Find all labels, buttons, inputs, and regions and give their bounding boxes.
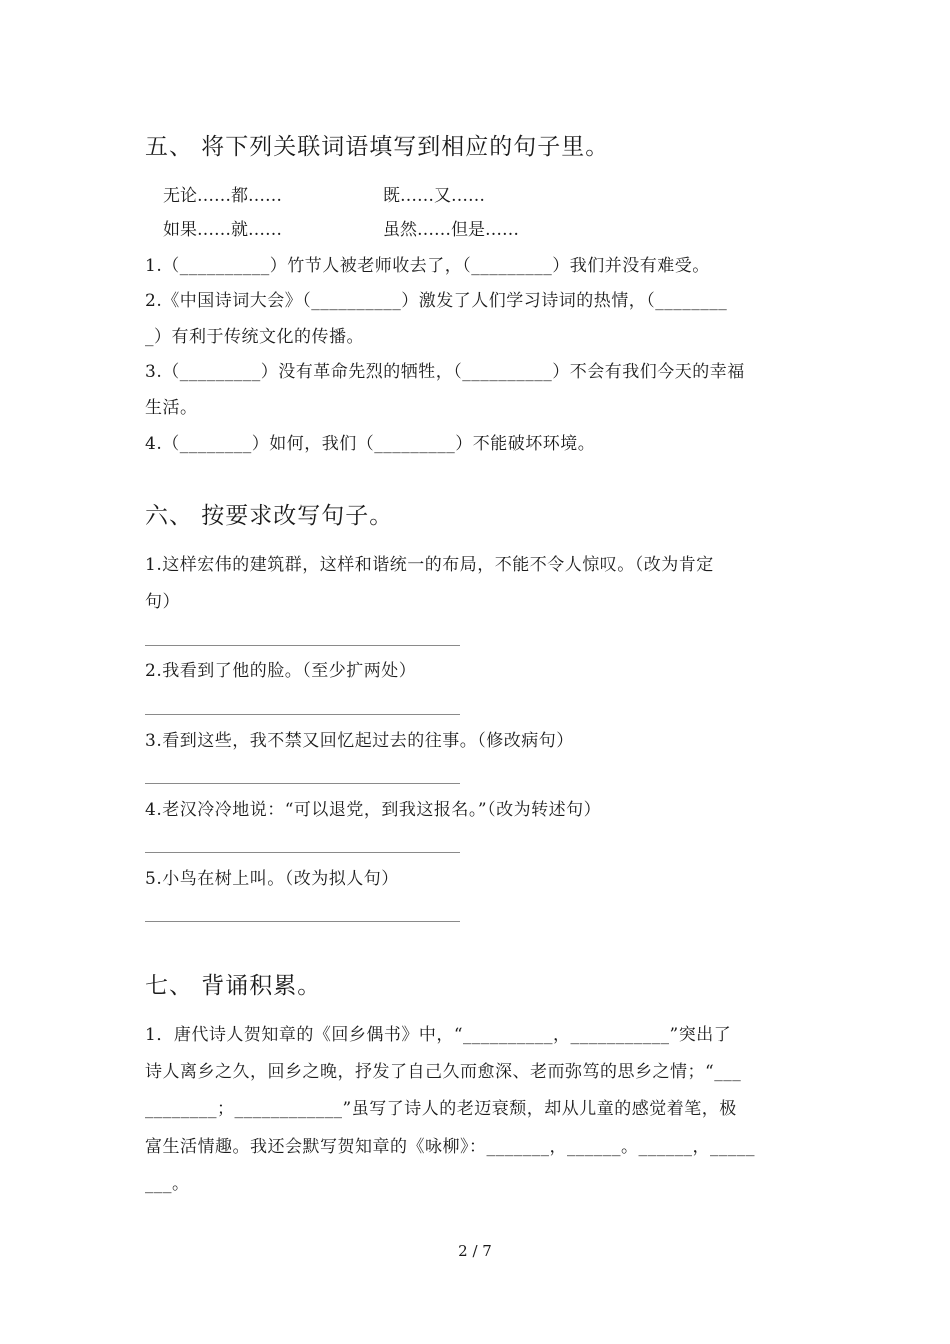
section-7-heading: 七、 背诵积累。 — [145, 973, 322, 999]
s7-line-5: ___。 — [145, 1174, 190, 1194]
keyword-3: 如果……就…… — [163, 220, 282, 240]
section-6-heading: 六、 按要求改写句子。 — [145, 503, 394, 529]
s5-question-2-line1: 2.《中国诗词大会》（__________）激发了人们学习诗词的热情，（________ — [145, 291, 728, 311]
s5-question-3-line1: 3.（_________）没有革命先烈的牺牲，（__________）不会有我们今天的幸福 — [145, 362, 745, 382]
section-5-heading: 五、 将下列关联词语填写到相应的句子里。 — [145, 134, 610, 160]
s6-question-3: 3.看到这些，我不禁又回忆起过去的往事。（修改病句） — [145, 731, 574, 751]
s5-question-2-line2: _）有利于传统文化的传播。 — [145, 327, 364, 347]
s7-line-4: 富生活情趣。我还会默写贺知章的《咏柳》：_______，______。______，_____ — [145, 1137, 755, 1157]
answer-line-4 — [145, 852, 460, 853]
s6-question-2: 2.我看到了他的脸。（至少扩两处） — [145, 661, 417, 681]
s6-question-5: 5.小鸟在树上叫。（改为拟人句） — [145, 869, 399, 889]
answer-line-1 — [145, 645, 460, 646]
s5-question-1: 1.（__________）竹节人被老师收去了，（_________）我们并没有难受。 — [145, 256, 710, 276]
page-number: 2 / 7 — [458, 1242, 492, 1260]
s5-question-3-line2: 生活。 — [145, 398, 198, 418]
keyword-2: 既……又…… — [383, 186, 485, 206]
s7-line-2: 诗人离乡之久，回乡之晚，抒发了自己久而愈深、老而弥笃的思乡之情；“___ — [145, 1062, 742, 1082]
s5-question-4: 4.（________）如何，我们（_________）不能破坏环境。 — [145, 434, 596, 454]
answer-line-2 — [145, 714, 460, 715]
s7-line-1: 1．唐代诗人贺知章的《回乡偶书》中，“__________，___________”突出了 — [145, 1025, 732, 1045]
s6-question-1-line1: 1.这样宏伟的建筑群，这样和谐统一的布局，不能不令人惊叹。（改为肯定 — [145, 555, 714, 575]
s6-question-4: 4.老汉冷冷地说：“可以退党，到我这报名。”（改为转述句） — [145, 800, 602, 820]
answer-line-3 — [145, 783, 460, 784]
keyword-4: 虽然……但是…… — [383, 220, 519, 240]
answer-line-5 — [145, 921, 460, 922]
s6-question-1-line2: 句） — [145, 592, 180, 612]
keyword-1: 无论……都…… — [163, 186, 282, 206]
s7-line-3: ________；____________”虽写了诗人的老迈衰颓，却从儿童的感觉着笔，极 — [145, 1099, 737, 1119]
